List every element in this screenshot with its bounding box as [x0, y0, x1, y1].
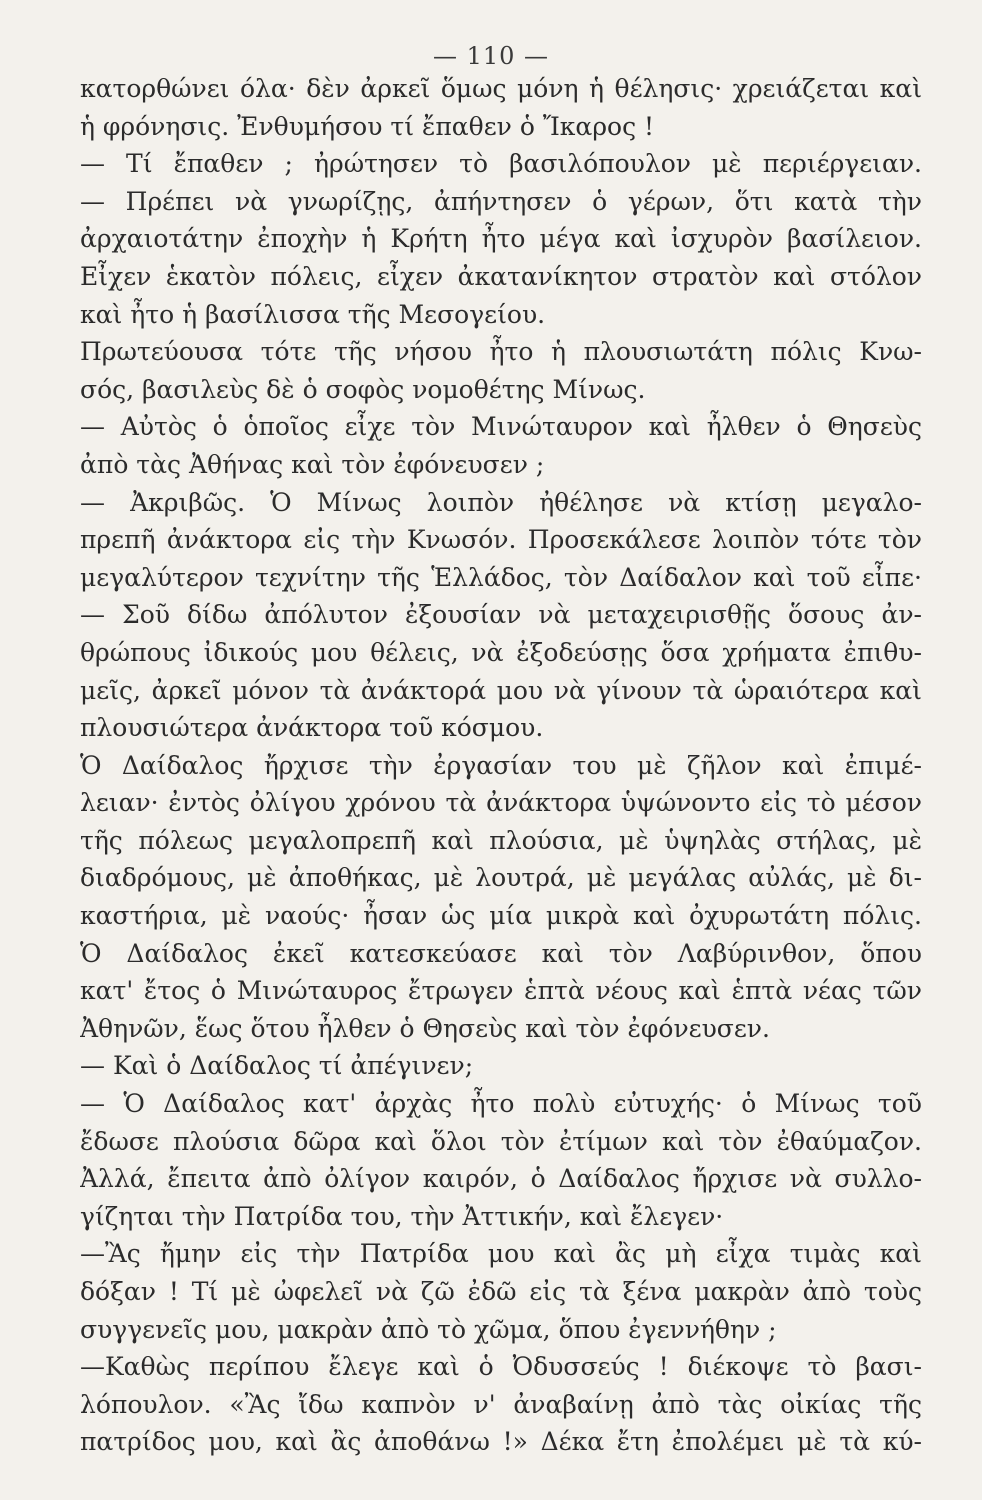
text-line: μεγαλύτερον τεχνίτην τῆς Ἑλλάδος, τὸν Δαίδαλον καὶ τοῦ εἶπε· [80, 562, 922, 592]
text-line: πατρίδος μου, καὶ ἂς ἀποθάνω !» Δέκα ἔτη ἐπολέμει μὲ τὰ κύ- [80, 1427, 922, 1457]
text-line: — Αὐτὸς ὁ ὁποῖος εἶχε τὸν Μινώταυρον καὶ ἦλθεν ὁ Θησεὺς [80, 412, 922, 442]
text-line: θρώπους ἰδικούς μου θέλεις, νὰ ἐξοδεύσῃς ὅσα χρήματα ἐπιθυ- [80, 637, 922, 667]
text-line: Εἶχεν ἑκατὸν πόλεις, εἶχεν ἀκατανίκητον στρατὸν καὶ στόλον [80, 261, 922, 291]
text-line: Ἀθηνῶν, ἕως ὅτου ἦλθεν ὁ Θησεὺς καὶ τὸν ἐφόνευσεν. [80, 1013, 770, 1043]
text-line: — Τί ἔπαθεν ; ἠρώτησεν τὸ βασιλόπουλον μὲ περιέργειαν. [80, 149, 922, 179]
text-line: τῆς πόλεως μεγαλοπρεπῆ καὶ πλούσια, μὲ ὑψηλὰς στήλας, μὲ [80, 825, 922, 855]
text-line: Ὁ Δαίδαλος ἤρχισε τὴν ἐργασίαν του μὲ ζῆλον καὶ ἐπιμέ- [80, 750, 922, 780]
text-line: ἡ φρόνησις. Ἐνθυμήσου τί ἔπαθεν ὁ Ἴκαρος ! [80, 111, 655, 141]
text-line: λειαν· ἐντὸς ὀλίγου χρόνου τὰ ἀνάκτορα ὑψώνοντο εἰς τὸ μέσον [80, 788, 922, 818]
text-line: — Καὶ ὁ Δαίδαλος τί ἀπέγινεν; [80, 1051, 474, 1081]
text-line: κατ' ἔτος ὁ Μινώταυρος ἔτρωγεν ἑπτὰ νέους καὶ ἑπτὰ νέας τῶν [80, 976, 922, 1006]
text-line: πλουσιώτερα ἀνάκτορα τοῦ κόσμου. [80, 713, 544, 743]
body-text [80, 70, 922, 1461]
text-line: καὶ ἦτο ἡ βασίλισσα τῆς Μεσογείου. [80, 299, 546, 329]
text-line: Πρωτεύουσα τότε τῆς νήσου ἦτο ἡ πλουσιωτάτη πόλις Κνω- [80, 337, 922, 367]
text-line: γίζηται τὴν Πατρίδα του, τὴν Ἀττικήν, καὶ ἔλεγεν· [80, 1201, 724, 1231]
text-line: διαδρόμους, μὲ ἀποθήκας, μὲ λουτρά, μὲ μεγάλας αὐλάς, μὲ δι- [80, 863, 922, 893]
text-line: ἀρχαιοτάτην ἐποχὴν ἡ Κρήτη ἦτο μέγα καὶ ἰσχυρὸν βασίλειον. [80, 224, 922, 254]
text-line: πρεπῆ ἀνάκτορα εἰς τὴν Κνωσόν. Προσεκάλεσε λοιπὸν τότε τὸν [80, 525, 922, 555]
text-line: Ὁ Δαίδαλος ἐκεῖ κατεσκεύασε καὶ τὸν Λαβύρινθον, ὅπου [80, 938, 922, 968]
text-line: — Ἀκριβῶς. Ὁ Μίνως λοιπὸν ἠθέλησε νὰ κτίσῃ μεγαλο- [80, 487, 922, 517]
text-line: ἀπὸ τὰς Ἀθήνας καὶ τὸν ἐφόνευσεν ; [80, 449, 545, 479]
text-line: — Ὁ Δαίδαλος κατ' ἀρχὰς ἦτο πολὺ εὐτυχής· ὁ Μίνως τοῦ [80, 1089, 922, 1119]
text-line: — Σοῦ δίδω ἀπόλυτον ἐξουσίαν νὰ μεταχειρισθῇς ὅσους ἀν- [80, 600, 922, 630]
text-line: ἔδωσε πλούσια δῶρα καὶ ὅλοι τὸν ἐτίμων καὶ τὸν ἐθαύμαζον. [80, 1126, 922, 1156]
text-line: —Ἂς ἤμην εἰς τὴν Πατρίδα μου καὶ ἂς μὴ εἶχα τιμὰς καὶ [80, 1239, 922, 1269]
text-line: σός, βασιλεὺς δὲ ὁ σοφὸς νομοθέτης Μίνως. [80, 374, 646, 404]
text-line: Ἀλλά, ἔπειτα ἀπὸ ὀλίγον καιρόν, ὁ Δαίδαλος ἤρχισε νὰ συλλο- [80, 1164, 922, 1194]
text-line: —Καθὼς περίπου ἔλεγε καὶ ὁ Ὀδυσσεύς ! διέκοψε τὸ βασι- [80, 1352, 922, 1382]
text-line: — Πρέπει νὰ γνωρίζῃς, ἀπήντησεν ὁ γέρων, ὅτι κατὰ τὴν [80, 186, 922, 216]
text-line: κατορθώνει όλα· δὲν ἀρκεῖ ὅμως μόνη ἡ θέλησις· χρειάζεται καὶ [80, 74, 922, 103]
text-line: συγγενεῖς μου, μακρὰν ἀπὸ τὸ χῶμα, ὅπου ἐγεννήθην ; [80, 1314, 777, 1344]
text-line: λόπουλον. «Ἂς ἴδω καπνὸν ν' ἀναβαίνῃ ἀπὸ τὰς οἰκίας τῆς [80, 1389, 922, 1419]
text-line: καστήρια, μὲ ναούς· ἦσαν ὡς μία μικρὰ καὶ ὀχυρωτάτη πόλις. [80, 901, 922, 931]
page-number: — 110 — [432, 42, 550, 70]
text-line: δόξαν ! Τί μὲ ὠφελεῖ νὰ ζῶ ἐδῶ εἰς τὰ ξένα μακρὰν ἀπὸ τοὺς [80, 1277, 922, 1306]
text-line: μεῖς, ἀρκεῖ μόνον τὰ ἀνάκτορά μου νὰ γίνουν τὰ ὡραιότερα καὶ [80, 675, 922, 705]
